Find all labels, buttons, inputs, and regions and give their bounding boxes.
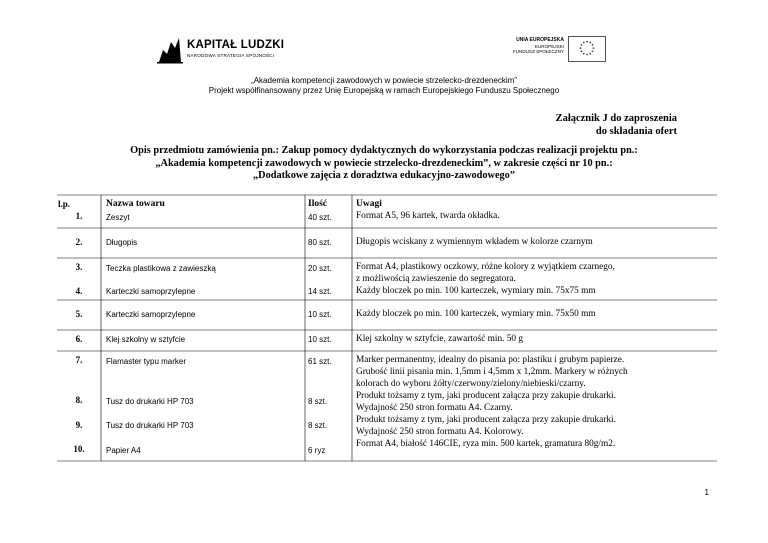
project-name: „Akademia kompetencji zawodowych w powiecie strzelecko-drezdeneckim” [251,76,517,85]
row-10-qty: 6 ryz [308,446,326,455]
row-9-remarks-line2: Wydajność 250 stron formatu A4. Kolorowy. [356,427,524,437]
row-10-lp: 10. [73,444,85,454]
header-lp: l.p. [58,199,71,209]
header-name: Nazwa towaru [106,199,165,209]
row-9-lp: 9. [75,420,83,430]
row-3-lp: 3. [75,262,83,272]
row-7-remarks-line3: kolorach do wyboru żółty/czerwony/zielony/niebieski/czarny. [356,379,586,389]
row-8-name: Tusz do drukarki HP 703 [106,397,194,406]
row-8-remarks-line2: Wydajność 250 stron formatu A4. Czarny. [356,403,513,413]
row-7-remarks-line1: Marker permanentny, idealny do pisania po: plastiku i grubym papierze. [356,355,625,365]
row-10-remarks: Format A4, białość 146CIE, ryza min. 500 kartek, gramatura 80g/m2. [356,439,616,449]
row-7-lp: 7. [75,355,83,365]
row-8-remarks-line1: Produkt tożsamy z tym, jaki producent załącza przy zakupie drukarki. [356,391,616,401]
row-8-qty: 8 szt. [308,397,328,406]
row-5-remarks: Każdy bloczek po min. 100 karteczek, wymiary min. 75x50 mm [356,309,596,319]
kapital-ludzki-subtitle: NARODOWA STRATEGIA SPÓJNOŚCI [187,53,275,58]
annex-line1: Załącznik J do zaproszenia [555,113,677,124]
header-remarks: Uwagi [356,199,382,209]
row-9-qty: 8 szt. [308,421,328,430]
row-5-lp: 5. [75,309,83,319]
row-1-lp: 1. [75,211,83,221]
row-1-name: Zeszyt [106,213,130,222]
row-9-remarks-line1: Produkt tożsamy z tym, jaki producent załącza przy zakupie drukarki. [356,415,616,425]
title-line1: Opis przedmiotu zamówienia pn.: Zakup pomocy dydaktycznych do wykorzystania podczas realizacji projektu pn.: [130,145,638,156]
row-6-remarks: Klej szkolny w sztyfcie, zawartość min. 50 g [356,334,524,344]
project-cofinancing-note: Projekt współfinansowany przez Unię Europejską w ramach Europejskiego Funduszu Społecznego [208,86,560,95]
title-line2: „Akademia kompetencji zawodowych w powiecie strzelecko-drezdeneckim”, w zakresie części nr 10 pn.: [155,157,613,169]
row-1-remarks: Format A5, 96 kartek, twarda okładka. [356,211,500,221]
row-4-qty: 14 szt. [308,287,332,296]
row-4-remarks: Każdy bloczek po min. 100 karteczek, wymiary min. 75x75 mm [356,286,596,296]
row-4-name: Karteczki samoprzylepne [106,287,196,296]
row-2-lp: 2. [75,237,83,247]
row-3-name: Teczka plastikowa z zawieszką [106,264,216,273]
page-number: 1 [704,488,709,497]
row-6-qty: 10 szt. [308,335,332,344]
row-5-qty: 10 szt. [308,310,332,319]
row-10-name: Papier A4 [106,446,141,455]
eu-logo-line3: FUNDUSZ SPOŁECZNY [512,49,564,55]
row-3-remarks-line1: Format A4, plastikowy oczkowy, różne kolory z wyjątkiem czarnego, [356,262,615,272]
header-qty: Ilość [308,199,327,209]
title-line3: „Dodatkowe zajęcia z doradztwa edukacyjno-zawodowego” [253,170,515,182]
row-7-name: Flamaster typu marker [106,357,187,366]
kapital-ludzki-title: KAPITAŁ LUDZKI [187,39,285,51]
row-7-qty: 61 szt. [308,357,332,366]
row-9-name: Tusz do drukarki HP 703 [106,421,194,430]
row-1-qty: 40 szt. [308,213,332,222]
annex-line2: do składania ofert [595,126,677,137]
row-7-remarks-line2: Grubość linii pisania min. 1,5mm i 4,5mm x 1,2mm. Markery w różnych [356,367,628,377]
row-4-lp: 4. [75,286,83,296]
row-5-name: Karteczki samoprzylepne [106,310,196,319]
row-3-remarks-line2: z możliwością zawieszenie do segregatora. [356,274,516,284]
row-6-name: Klej szkolny w sztyfcie [106,335,186,344]
row-6-lp: 6. [75,334,83,344]
row-2-qty: 80 szt. [308,238,332,247]
row-8-lp: 8. [75,395,83,405]
row-3-qty: 20 szt. [308,264,332,273]
row-2-remarks: Długopis wciskany z wymiennym wkładem w kolorze czarnym [356,237,593,247]
row-2-name: Długopis [106,238,138,247]
eu-logo-line1: UNIA EUROPEJSKA [516,37,564,43]
eu-logo-line2: EUROPEJSKI [534,43,564,49]
